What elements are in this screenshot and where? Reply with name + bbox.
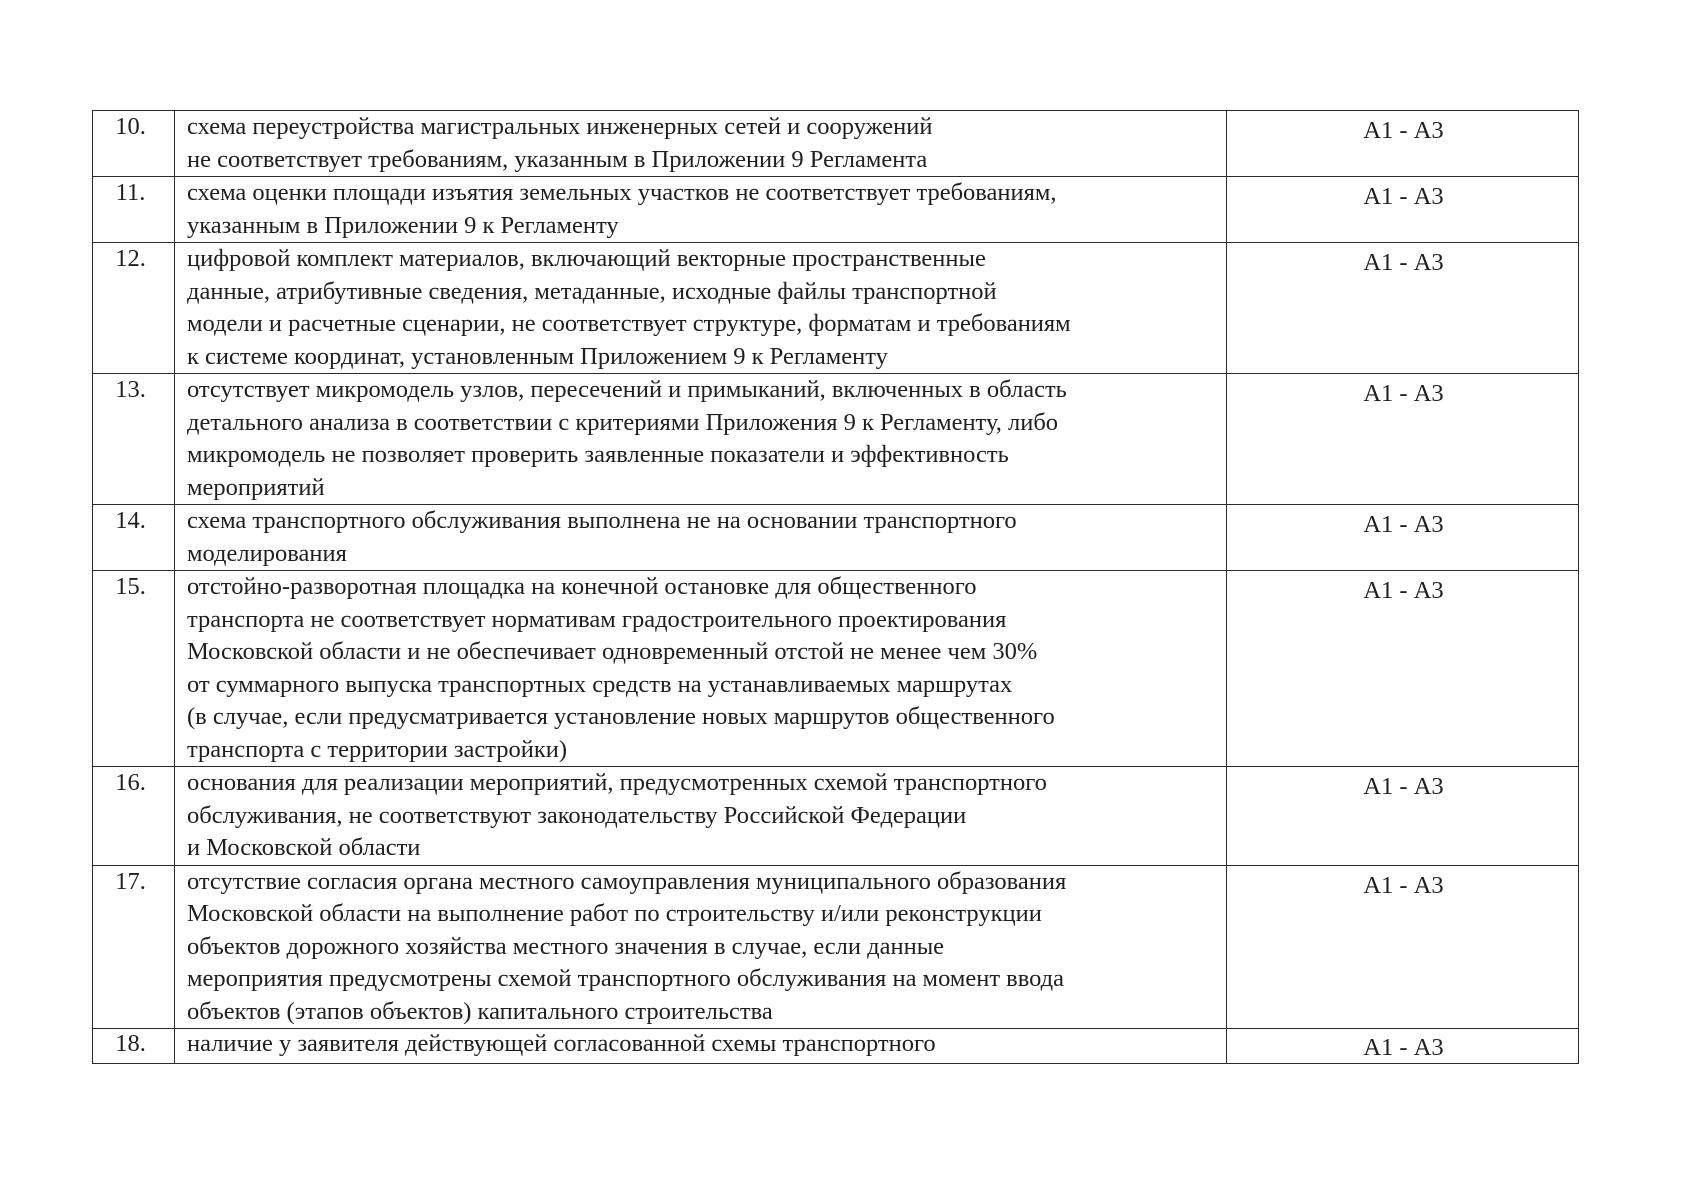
- row-code: А1 - А3: [1227, 1029, 1579, 1064]
- description-line: Московской области и не обеспечивает одновременный отстой не менее чем 30%: [187, 638, 1038, 665]
- description-line: основания для реализации мероприятий, предусмотренных схемой транспортного: [187, 769, 1047, 796]
- description-line: модели и расчетные сценарии, не соответствует структуре, форматам и требованиям: [187, 310, 1071, 337]
- description-line: Московской области на выполнение работ по строительству и/или реконструкции: [187, 900, 1042, 927]
- description-line: мероприятий: [187, 473, 325, 501]
- description-line: к системе координат, установленным Приложением 9 к Регламенту: [187, 342, 888, 370]
- description-line: не соответствует требованиям, указанным в Приложении 9 Регламента: [187, 145, 928, 173]
- description-line: наличие у заявителя действующей согласованной схемы транспортного: [187, 1030, 936, 1057]
- description-line: детального анализа в соответствии с критериями Приложения 9 к Регламенту, либо: [187, 408, 1059, 436]
- document-page: [92, 110, 1578, 1064]
- row-code: А1 - А3: [1227, 571, 1579, 767]
- description-line: (в случае, если предусматривается установление новых маршрутов общественного: [187, 703, 1055, 730]
- table-row: [93, 374, 1579, 505]
- table-row: [93, 767, 1579, 866]
- table-row: [93, 243, 1579, 374]
- row-code: А1 - А3: [1227, 767, 1579, 866]
- row-number: 13.: [93, 374, 175, 505]
- row-number: 12.: [93, 243, 175, 374]
- row-description: [175, 374, 1227, 505]
- table-row: [93, 111, 1579, 177]
- description-line: микромодель не позволяет проверить заявленные показатели и эффективность: [187, 441, 1009, 468]
- description-line: обслуживания, не соответствуют законодательству Российской Федерации: [187, 801, 967, 829]
- row-number: 18.: [93, 1029, 175, 1064]
- description-line: схема транспортного обслуживания выполнена не на основании транспортного: [187, 507, 1017, 534]
- description-line: указанным в Приложении 9 к Регламенту: [187, 211, 619, 239]
- row-description: [175, 1029, 1227, 1064]
- row-number: 14.: [93, 505, 175, 571]
- description-line: отсутствие согласия органа местного самоуправления муниципального образования: [187, 867, 1067, 895]
- table-row: [93, 505, 1579, 571]
- row-number: 11.: [93, 177, 175, 243]
- description-line: мероприятия предусмотрены схемой транспортного обслуживания на момент ввода: [187, 965, 1065, 992]
- table-row: [93, 865, 1579, 1029]
- description-line: отстойно-разворотная площадка на конечной остановке для общественного: [187, 573, 977, 600]
- description-line: транспорта не соответствует нормативам градостроительного проектирования: [187, 605, 1007, 633]
- row-number: 15.: [93, 571, 175, 767]
- description-line: моделирования: [187, 539, 347, 567]
- requirements-table: [92, 110, 1579, 1064]
- description-line: от суммарного выпуска транспортных средств на устанавливаемых маршрутах: [187, 670, 1013, 698]
- description-line: схема оценки площади изъятия земельных участков не соответствует требованиям,: [187, 179, 1057, 206]
- row-description: [175, 505, 1227, 571]
- description-line: объектов (этапов объектов) капитального строительства: [187, 997, 773, 1025]
- row-number: 17.: [93, 865, 175, 1029]
- row-description: [175, 767, 1227, 866]
- row-code: А1 - А3: [1227, 865, 1579, 1029]
- row-description: [175, 177, 1227, 243]
- table-body: [93, 111, 1579, 1064]
- description-line: цифровой комплект материалов, включающий векторные пространственные: [187, 245, 986, 272]
- row-code: А1 - А3: [1227, 505, 1579, 571]
- description-line: отсутствует микромодель узлов, пересечений и примыканий, включенных в область: [187, 376, 1067, 403]
- row-description: [175, 571, 1227, 767]
- row-description: [175, 111, 1227, 177]
- row-code: А1 - А3: [1227, 243, 1579, 374]
- row-number: 16.: [93, 767, 175, 866]
- table-row: [93, 177, 1579, 243]
- table-row: [93, 1029, 1579, 1064]
- row-number: 10.: [93, 111, 175, 177]
- description-line: схема переустройства магистральных инженерных сетей и сооружений: [187, 113, 933, 140]
- row-code: А1 - А3: [1227, 374, 1579, 505]
- table-row: [93, 571, 1579, 767]
- description-line: и Московской области: [187, 834, 421, 861]
- row-code: А1 - А3: [1227, 111, 1579, 177]
- description-line: данные, атрибутивные сведения, метаданные, исходные файлы транспортной: [187, 277, 997, 305]
- description-line: объектов дорожного хозяйства местного значения в случае, если данные: [187, 932, 945, 960]
- row-description: [175, 865, 1227, 1029]
- row-code: А1 - А3: [1227, 177, 1579, 243]
- description-line: транспорта с территории застройки): [187, 735, 568, 763]
- row-description: [175, 243, 1227, 374]
